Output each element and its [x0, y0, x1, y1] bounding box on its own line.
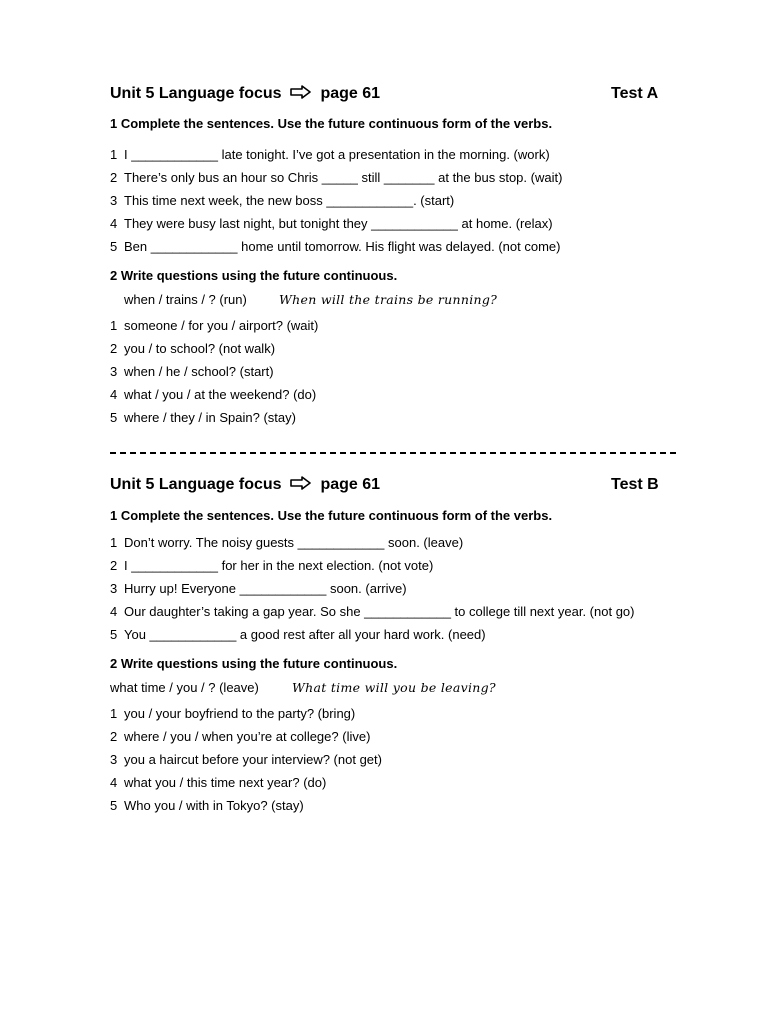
test-a-ex2-instruction: 2 Write questions using the future continuous.: [110, 268, 398, 283]
test-b-title: [110, 476, 380, 494]
list-item: 5 where / they / in Spain? (stay): [110, 410, 296, 425]
test-a-title-right: page 61: [320, 85, 381, 102]
test-a-example-answer: When will the trains be running?: [279, 292, 498, 307]
right-arrow-icon: [290, 85, 312, 99]
list-item: 4 what you / this time next year? (do): [110, 775, 327, 790]
test-b-title-left: Unit 5 Language focus: [110, 476, 282, 493]
test-a-title-left: Unit 5 Language focus: [110, 85, 282, 102]
test-b-label: Test B: [611, 476, 659, 493]
test-b-ex1-instruction: 1 Complete the sentences. Use the future continuous form of the verbs.: [110, 508, 553, 523]
list-item: 5 Who you / with in Tokyo? (stay): [110, 798, 304, 813]
list-item: 4 Our daughter’s taking a gap year. So she ____________ to college till next year. (not go): [110, 604, 635, 619]
test-b-example-prompt: what time / you / ? (leave): [110, 680, 259, 695]
test-a-title: [110, 85, 380, 103]
list-item: 2 There’s only bus an hour so Chris _____ still _______ at the bus stop. (wait): [110, 170, 563, 185]
list-item: 1 someone / for you / airport? (wait): [110, 318, 319, 333]
test-a-ex1-instruction: 1 Complete the sentences. Use the future continuous form of the verbs.: [110, 116, 553, 131]
test-b-example-answer: What time will you be leaving?: [292, 680, 496, 695]
list-item: 5 Ben ____________ home until tomorrow. His flight was delayed. (not come): [110, 239, 561, 254]
list-item: 2 I ____________ for her in the next election. (not vote): [110, 558, 434, 573]
test-b-title-right: page 61: [320, 476, 381, 493]
test-b-ex2-instruction: 2 Write questions using the future continuous.: [110, 656, 398, 671]
right-arrow-icon: [290, 476, 312, 490]
list-item: 3 when / he / school? (start): [110, 364, 274, 379]
list-item: 3 you a haircut before your interview? (not get): [110, 752, 382, 767]
list-item: 1 Don’t worry. The noisy guests ____________ soon. (leave): [110, 535, 464, 550]
list-item: 1 I ____________ late tonight. I’ve got a presentation in the morning. (work): [110, 147, 550, 162]
list-item: 3 This time next week, the new boss ____________. (start): [110, 193, 455, 208]
list-item: 5 You ____________ a good rest after all your hard work. (need): [110, 627, 486, 642]
list-item: 4 what / you / at the weekend? (do): [110, 387, 317, 402]
list-item: 4 They were busy last night, but tonight they ____________ at home. (relax): [110, 216, 553, 231]
list-item: 2 where / you / when you’re at college? (live): [110, 729, 371, 744]
list-item: 1 you / your boyfriend to the party? (bring): [110, 706, 356, 721]
test-a-label: Test A: [611, 85, 659, 102]
list-item: 2 you / to school? (not walk): [110, 341, 276, 356]
list-item: 3 Hurry up! Everyone ____________ soon. (arrive): [110, 581, 407, 596]
test-a-example-prompt: when / trains / ? (run): [124, 292, 247, 307]
cut-line-divider: [110, 452, 676, 454]
